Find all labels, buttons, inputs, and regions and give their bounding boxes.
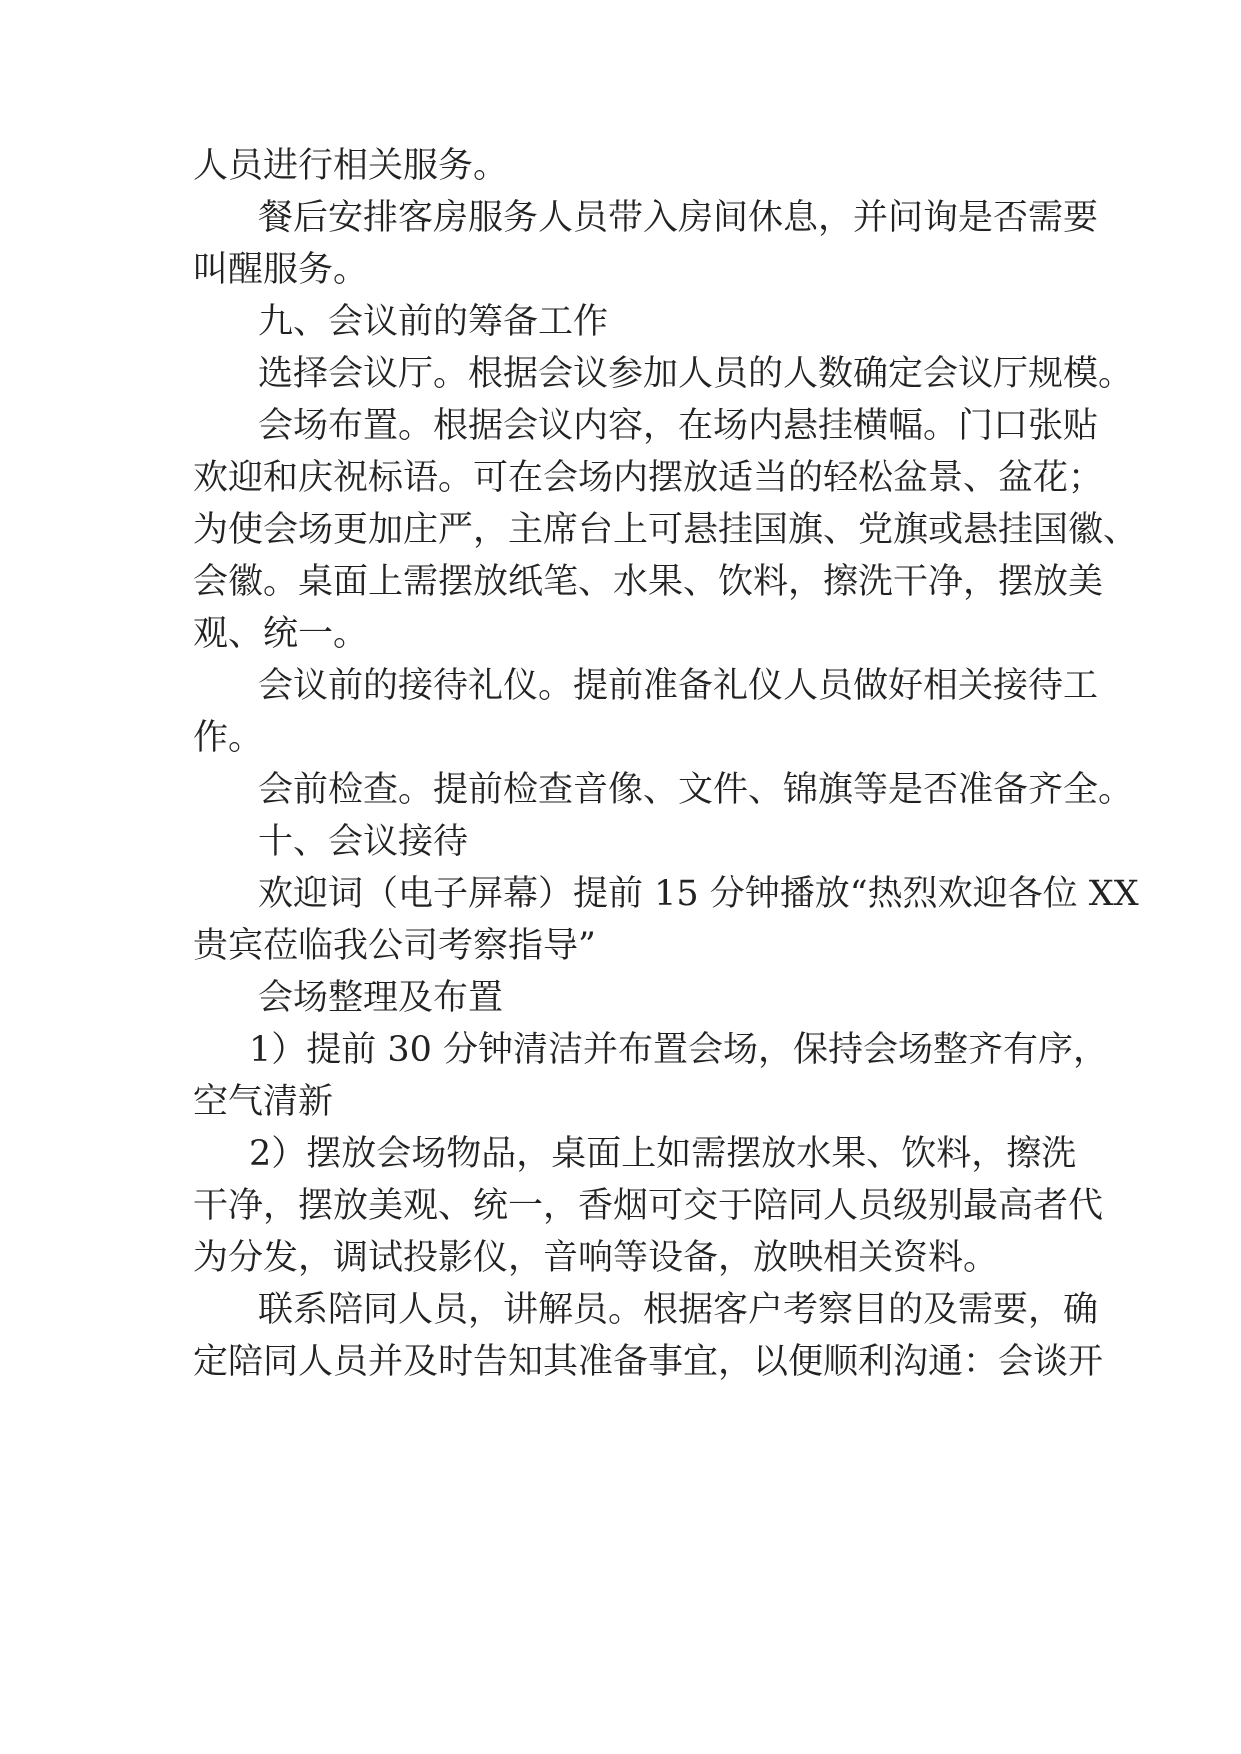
text-line: 干净，摆放美观、统一，香烟可交于陪同人员级别最高者代 — [193, 1186, 1104, 1226]
text-line: 叫醒服务。 — [193, 250, 369, 290]
text-line: 会议前的接待礼仪。提前准备礼仪人员做好相关接待工 — [258, 666, 1099, 706]
text-line: 欢迎和庆祝标语。可在会场内摆放适当的轻松盆景、盆花； — [193, 458, 1104, 498]
text-line: 会徽。桌面上需摆放纸笔、水果、饮料，擦洗干净，摆放美 — [193, 562, 1104, 602]
text-line: 会场整理及布置 — [258, 978, 504, 1018]
text-line: 餐后安排客房服务人员带入房间休息，并问询是否需要 — [258, 198, 1099, 238]
list-item: 1）提前 30 分钟清洁并布置会场，保持会场整齐有序， — [249, 1030, 1109, 1070]
text-line: 欢迎词（电子屏幕）提前 15 分钟播放“热烈欢迎各位 XX — [258, 874, 1139, 914]
text-line: 选择会议厅。根据会议参加人员的人数确定会议厅规模。 — [258, 354, 1134, 394]
text-line: 空气清新 — [193, 1082, 334, 1122]
section-heading: 十、会议接待 — [258, 822, 469, 862]
text-line: 联系陪同人员，讲解员。根据客户考察目的及需要，确 — [258, 1290, 1099, 1330]
text-line: 为使会场更加庄严，主席台上可悬挂国旗、党旗或悬挂国徽、 — [193, 510, 1139, 550]
section-heading: 九、会议前的筹备工作 — [258, 302, 609, 342]
text-line: 贵宾莅临我公司考察指导” — [193, 926, 596, 966]
text-line: 定陪同人员并及时告知其准备事宜，以便顺利沟通：会谈开 — [193, 1342, 1104, 1382]
text-line: 为分发，调试投影仪，音响等设备，放映相关资料。 — [193, 1238, 999, 1278]
text-line: 会场布置。根据会议内容，在场内悬挂横幅。门口张贴 — [258, 406, 1099, 446]
text-line: 观、统一。 — [193, 614, 369, 654]
text-line: 会前检查。提前检查音像、文件、锦旗等是否准备齐全。 — [258, 770, 1134, 810]
list-item: 2）摆放会场物品，桌面上如需摆放水果、饮料，擦洗 — [249, 1134, 1077, 1174]
text-line: 人员进行相关服务。 — [193, 146, 509, 186]
text-line: 作。 — [193, 718, 264, 758]
